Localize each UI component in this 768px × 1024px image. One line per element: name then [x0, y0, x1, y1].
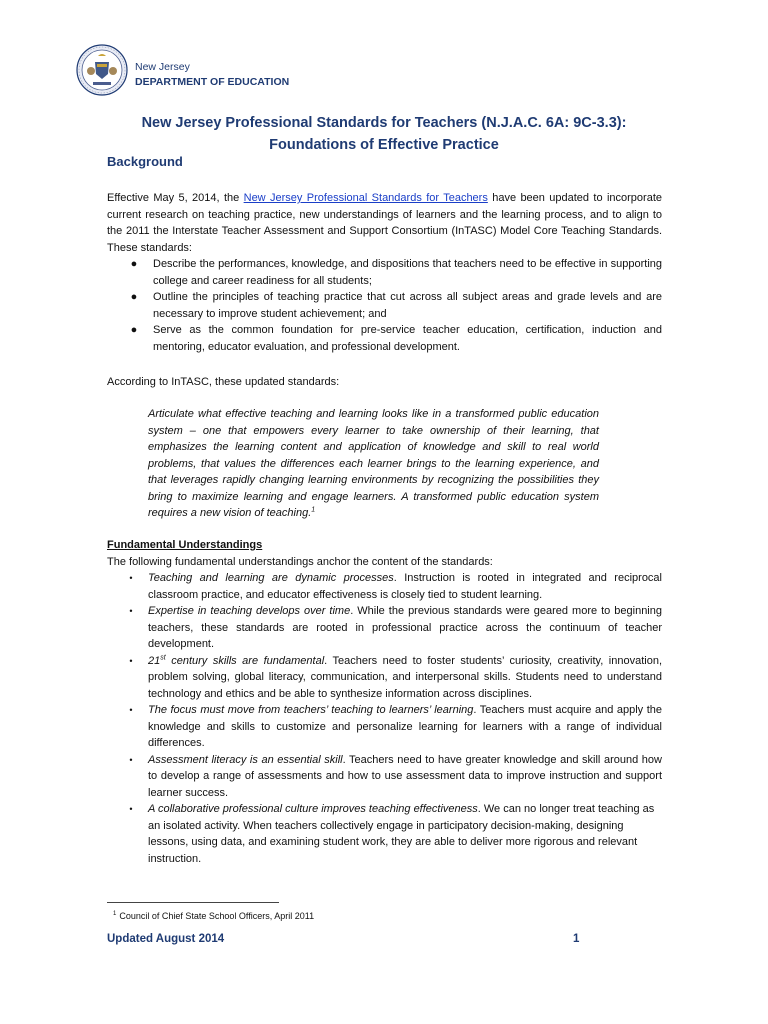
bullet-icon: • — [129, 606, 133, 616]
item-emphasis-superscript: st — [160, 653, 166, 661]
title-line-1: New Jersey Professional Standards for Teachers (N.J.A.C. 6A: 9C-3.3): — [141, 115, 627, 131]
bullet-icon: ● — [130, 258, 138, 270]
list-item — [107, 752, 662, 802]
list-item — [107, 653, 662, 703]
quote-text: Articulate what effective teaching and learning looks like in a transformed public education system – one that empowers every learner to take ownership of their learning, that emphasizes the learning content and application of knowledge and skill to real world problems, that values the differences each learner brings to the learning experience, and that leverages rapidly changing learning environments by recognizing the possibilities they bring to maximize learning and engage learners. A transformed public education system requires a new vision of teaching. — [148, 408, 599, 519]
title-line-2: Foundations of Effective Practice — [269, 137, 499, 153]
bullet-icon: • — [129, 754, 133, 765]
list-item — [107, 603, 662, 653]
intro-section — [107, 190, 662, 355]
footnote-number: 1 — [113, 911, 117, 917]
bullet-icon: • — [129, 655, 133, 666]
page-title — [107, 112, 661, 156]
fundamental-bullet-list — [107, 570, 662, 867]
department-header — [135, 60, 289, 90]
list-item — [107, 702, 662, 752]
list-item — [107, 322, 662, 355]
list-item — [107, 570, 662, 603]
item-text: . Teachers need to have greater knowledge and skill around how to develop a range of assessments and how to use assessment data to improve instruction and support learner success. — [148, 753, 662, 799]
nj-state-seal-icon — [76, 44, 128, 96]
bullet-icon: ● — [130, 324, 138, 336]
item-text: . Teachers must acquire and apply the knowledge and skills to customize and personalize learning for learners with a range of individual differences. — [148, 704, 662, 749]
according-paragraph: According to InTASC, these updated standards: — [107, 376, 340, 388]
bullet-icon: • — [129, 804, 133, 814]
org-state: New Jersey — [135, 61, 190, 73]
list-item — [107, 289, 662, 322]
item-emphasis: The focus must move from teachers’ teaching to learners’ learning — [148, 704, 474, 716]
bullet-icon: • — [129, 573, 133, 583]
footnote-text: Council of Chief State School Officers, April 2011 — [119, 911, 315, 921]
list-item-text: Serve as the common foundation for pre-service teacher education, certification, induction and mentoring, educator evaluation, and professional development. — [153, 324, 662, 353]
footnote-divider — [107, 902, 279, 903]
background-heading: Background — [107, 154, 183, 169]
fundamental-understandings-section — [107, 537, 662, 867]
org-department: DEPARTMENT OF EDUCATION — [135, 76, 290, 88]
fundamental-heading: Fundamental Understandings — [107, 539, 263, 551]
item-emphasis: century skills are fundamental — [165, 654, 325, 667]
fundamental-lead: The following fundamental understandings anchor the content of the standards: — [107, 555, 493, 568]
intro-text-after: have been updated to incorporate current research on teaching practice, new understandings of learners and the learning process, and to align to the 2011 the Interstate Teacher Assessment and Support Consortium (InTASC) Model Core Teaching Standards. These standards: — [107, 192, 662, 254]
item-emphasis: Teaching and learning are dynamic processes — [148, 572, 394, 584]
bullet-icon: • — [129, 705, 133, 715]
intro-text-before: Effective May 5, 2014, the — [107, 192, 244, 204]
intasc-quote — [148, 406, 599, 522]
item-text: . Instruction is rooted in integrated and reciprocal classroom practice, and educator effectiveness is closely tied to student learning. — [148, 572, 662, 601]
standards-link[interactable]: New Jersey Professional Standards for Teachers — [243, 192, 488, 204]
list-item-text: Describe the performances, knowledge, and dispositions that teachers need to be effective in supporting college and career readiness for all students; — [153, 258, 662, 287]
page-number: 1 — [573, 933, 580, 945]
item-emphasis: Expertise in teaching develops over time — [148, 605, 351, 617]
list-item — [107, 256, 662, 289]
intro-bullet-list — [107, 256, 662, 355]
bullet-icon: ● — [130, 291, 138, 303]
item-emphasis-number: 21 — [148, 654, 161, 667]
item-text: . Teachers need to foster students’ curiosity, creativity, innovation, problem solving, global literacy, communication, and interpersonal skills. Students need to understand technology and ethics and be able to synthesize information across disciplines. — [148, 654, 662, 700]
updated-date: Updated August 2014 — [107, 933, 225, 945]
footnote — [113, 911, 314, 921]
list-item — [107, 801, 662, 867]
item-text: . While the previous standards were geared more to beginning teachers, these standards are rooted in professional practice across the continuum of teacher development. — [148, 605, 662, 650]
item-emphasis: Assessment literacy is an essential skill — [148, 753, 343, 766]
item-emphasis: A collaborative professional culture improves teaching effectiveness — [148, 803, 478, 815]
list-item-text: Outline the principles of teaching practice that cut across all subject areas and grade levels and are necessary to improve student achievement; and — [153, 291, 662, 320]
item-text: . We can no longer treat teaching as an isolated activity. When teachers collectively engage in participatory decision-making, designing lessons, using data, and examining student work, they are able to deliver more rigorous and relevant instruction. — [148, 803, 655, 865]
intro-paragraph — [107, 190, 662, 256]
footnote-reference[interactable]: 1 — [311, 506, 316, 514]
